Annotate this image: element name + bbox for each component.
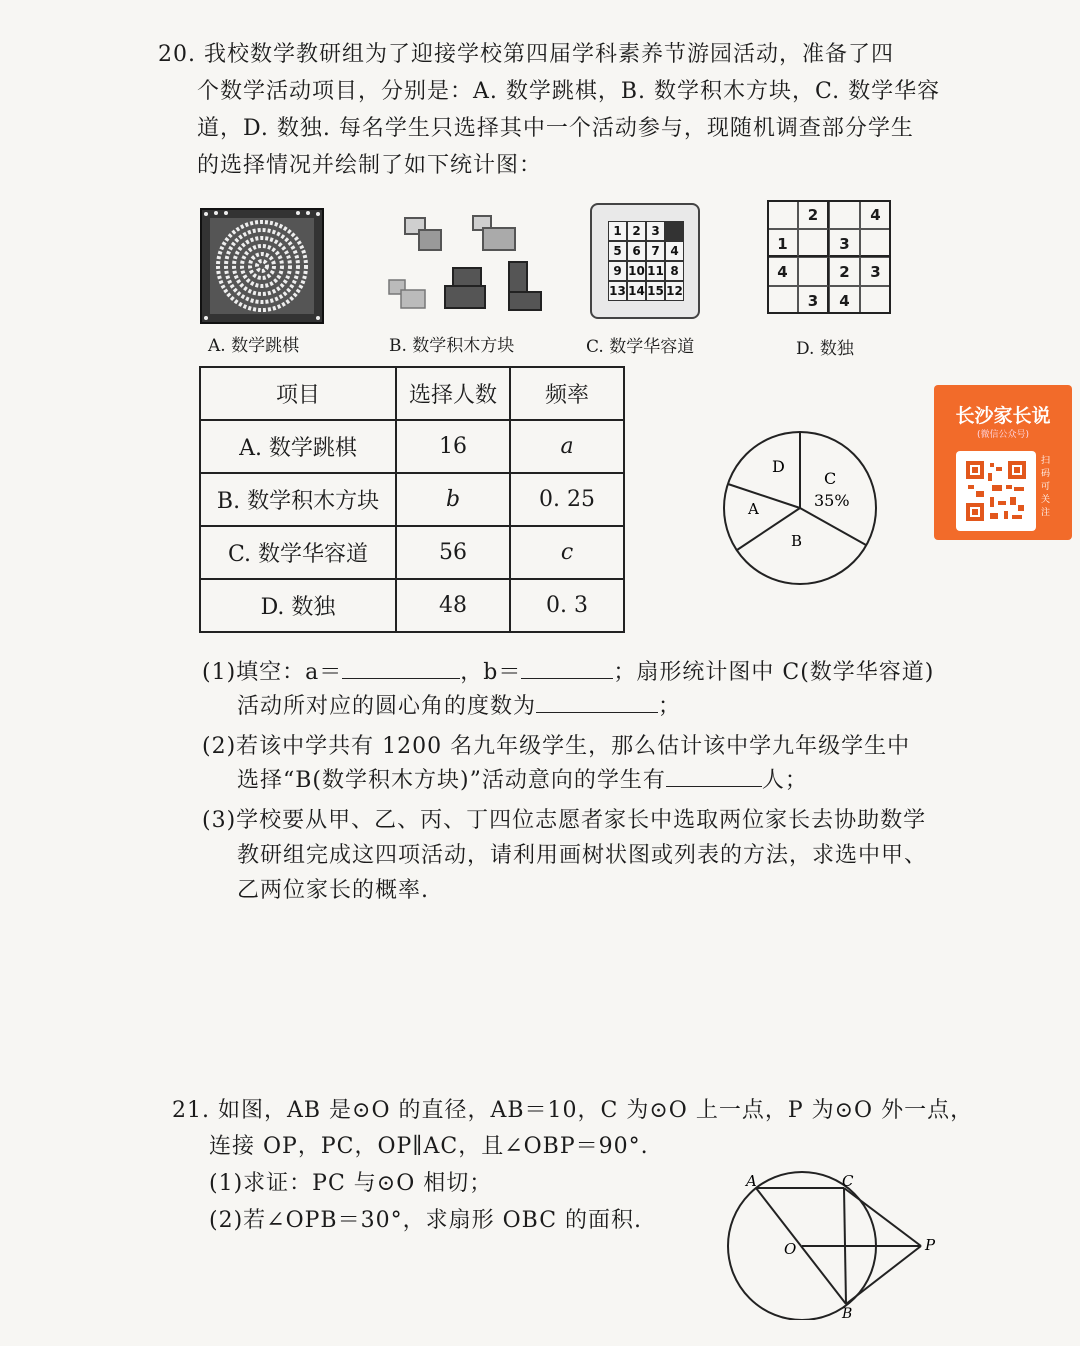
q21-line-3: (1)求证：PC 与⊙O 相切； — [209, 1171, 493, 1196]
q20-sub3-line3: 乙两位家长的概率. — [237, 878, 429, 903]
huarong-tile: 1 — [609, 222, 626, 240]
huarong-tile — [666, 222, 683, 240]
badge-title: 长沙家长说 — [955, 405, 1051, 427]
circle-geometry-figure — [718, 1170, 948, 1320]
label-o: O — [784, 1240, 797, 1258]
badge-subtitle: (微信公众号) — [976, 430, 1030, 440]
caption-d: D. 数独 — [796, 339, 854, 359]
qr-code-icon[interactable] — [956, 451, 1036, 531]
q20-sub2-line2 — [237, 763, 808, 794]
blank-students[interactable] — [666, 766, 762, 787]
badge-scan-text: 扫码可关注 — [1041, 456, 1051, 518]
cell-frequency: c — [510, 526, 624, 579]
sudoku-cell: 4 — [829, 286, 860, 315]
huarong-tile: 13 — [609, 284, 626, 298]
q20-line-4: 的选择情况并绘制了如下统计图： — [197, 153, 543, 178]
sudoku-cell: 3 — [860, 257, 891, 286]
sudoku-cell: 2 — [829, 257, 860, 286]
q20-line-1: 20. 我校数学教研组为了迎接学校第四届学科素养节游园活动，准备了四 — [158, 42, 894, 67]
sub1-part-e: ； — [658, 694, 682, 719]
huarong-tile: 11 — [647, 264, 664, 278]
sub1-part-a: (1)填空：a＝ — [202, 660, 343, 685]
huarong-tile: 4 — [666, 242, 683, 260]
huarong-tile: 12 — [666, 284, 683, 298]
pie-chart — [720, 428, 884, 592]
sudoku-cell: 1 — [767, 229, 798, 258]
pie-divider-right — [800, 508, 866, 545]
q20-sub2-line1: (2)若该中学共有 1200 名九年级学生，那么估计该中学九年级学生中 — [202, 734, 911, 759]
cell-count: 16 — [396, 420, 510, 473]
statistics-table — [199, 366, 625, 633]
huarong-tile: 7 — [647, 242, 664, 260]
q20-sub3-line2: 教研组完成这四项活动，请利用画树状图或列表的方法，求选中甲、 — [237, 843, 928, 868]
cell-frequency: 0. 25 — [510, 473, 624, 526]
label-p: P — [925, 1236, 936, 1254]
header-frequency: 频率 — [510, 367, 624, 420]
cell-count: 48 — [396, 579, 510, 632]
blank-b[interactable] — [521, 658, 613, 679]
sub2-part-b: 选择“B(数学积木方块)”活动意向的学生有 — [237, 768, 666, 793]
q20-line-3: 道，D. 数独. 每名学生只选择其中一个活动参与，现随机调查部分学生 — [197, 116, 914, 141]
q21-line-2: 连接 OP，PC，OP∥AC，且∠OBP＝90°. — [209, 1134, 649, 1159]
sub1-part-d: 活动所对应的圆心角的度数为 — [237, 694, 537, 719]
cell-item: D. 数独 — [200, 579, 396, 632]
table-row — [200, 473, 624, 526]
segment-cp — [844, 1188, 921, 1246]
pie-label-a: A — [748, 500, 759, 518]
label-a: A — [746, 1172, 757, 1190]
cell-item: B. 数学积木方块 — [200, 473, 396, 526]
pie-label-d: D — [772, 457, 785, 476]
sub1-part-c: ；扇形统计图中 C(数学华容道) — [613, 660, 935, 685]
pie-label-c: C — [824, 469, 837, 488]
checkers-board-image — [200, 208, 324, 324]
cell-item: A. 数学跳棋 — [200, 420, 396, 473]
blank-a[interactable] — [342, 658, 460, 679]
huarong-tile: 6 — [628, 242, 645, 260]
header-item: 项目 — [200, 367, 396, 420]
caption-a: A. 数学跳棋 — [208, 336, 300, 356]
segment-bp — [846, 1246, 921, 1304]
table-header-row — [200, 367, 624, 420]
huarong-tile: 10 — [628, 264, 645, 278]
huarong-tile: 3 — [647, 222, 664, 240]
caption-c: C. 数学华容道 — [586, 337, 695, 357]
sudoku-image — [767, 200, 891, 314]
building-blocks-image — [383, 210, 543, 318]
huarong-puzzle-image — [590, 203, 700, 319]
blank-angle[interactable] — [536, 692, 658, 713]
cell-item: C. 数学华容道 — [200, 526, 396, 579]
sub1-part-b: ，b＝ — [460, 660, 522, 685]
label-c: C — [842, 1172, 854, 1190]
sudoku-frame — [767, 200, 891, 314]
q21-line-4: (2)若∠OPB＝30°，求扇形 OBC 的面积. — [209, 1208, 643, 1233]
huarong-tile: 2 — [628, 222, 645, 240]
table-row — [200, 579, 624, 632]
header-count: 选择人数 — [396, 367, 510, 420]
sudoku-cell: 4 — [860, 200, 891, 229]
huarong-tile: 15 — [647, 284, 664, 298]
sudoku-cell: 2 — [798, 200, 829, 229]
q20-sub3-line1: (3)学校要从甲、乙、丙、丁四位志愿者家长中选取两位家长去协助数学 — [202, 808, 927, 833]
q20-sub1-line1 — [202, 655, 934, 686]
sudoku-cell: 3 — [798, 286, 829, 315]
sub2-part-c: 人； — [761, 768, 808, 793]
wechat-badge[interactable] — [934, 385, 1072, 540]
caption-b: B. 数学积木方块 — [389, 336, 515, 356]
table-row — [200, 526, 624, 579]
pie-label-b: B — [791, 532, 803, 550]
q20-line-2: 个数学活动项目，分别是：A. 数学跳棋，B. 数学积木方块，C. 数学华容 — [197, 79, 941, 104]
pie-label-c-percent: 35% — [814, 491, 850, 510]
sudoku-cell: 3 — [829, 229, 860, 258]
cell-frequency: 0. 3 — [510, 579, 624, 632]
cell-frequency: a — [510, 420, 624, 473]
q21-line-1: 21. 如图，AB 是⊙O 的直径，AB＝10，C 为⊙O 上一点，P 为⊙O 外一点， — [172, 1098, 974, 1123]
table-row — [200, 420, 624, 473]
cell-count: 56 — [396, 526, 510, 579]
huarong-tile: 5 — [609, 242, 626, 260]
pie-divider-upper-left — [728, 484, 800, 508]
sudoku-cell: 4 — [767, 257, 798, 286]
q20-sub1-line2 — [237, 689, 681, 720]
cell-count: b — [396, 473, 510, 526]
label-b: B — [842, 1306, 853, 1320]
huarong-tile: 9 — [609, 262, 626, 280]
huarong-tile: 8 — [666, 262, 683, 280]
huarong-tile: 14 — [628, 284, 645, 298]
